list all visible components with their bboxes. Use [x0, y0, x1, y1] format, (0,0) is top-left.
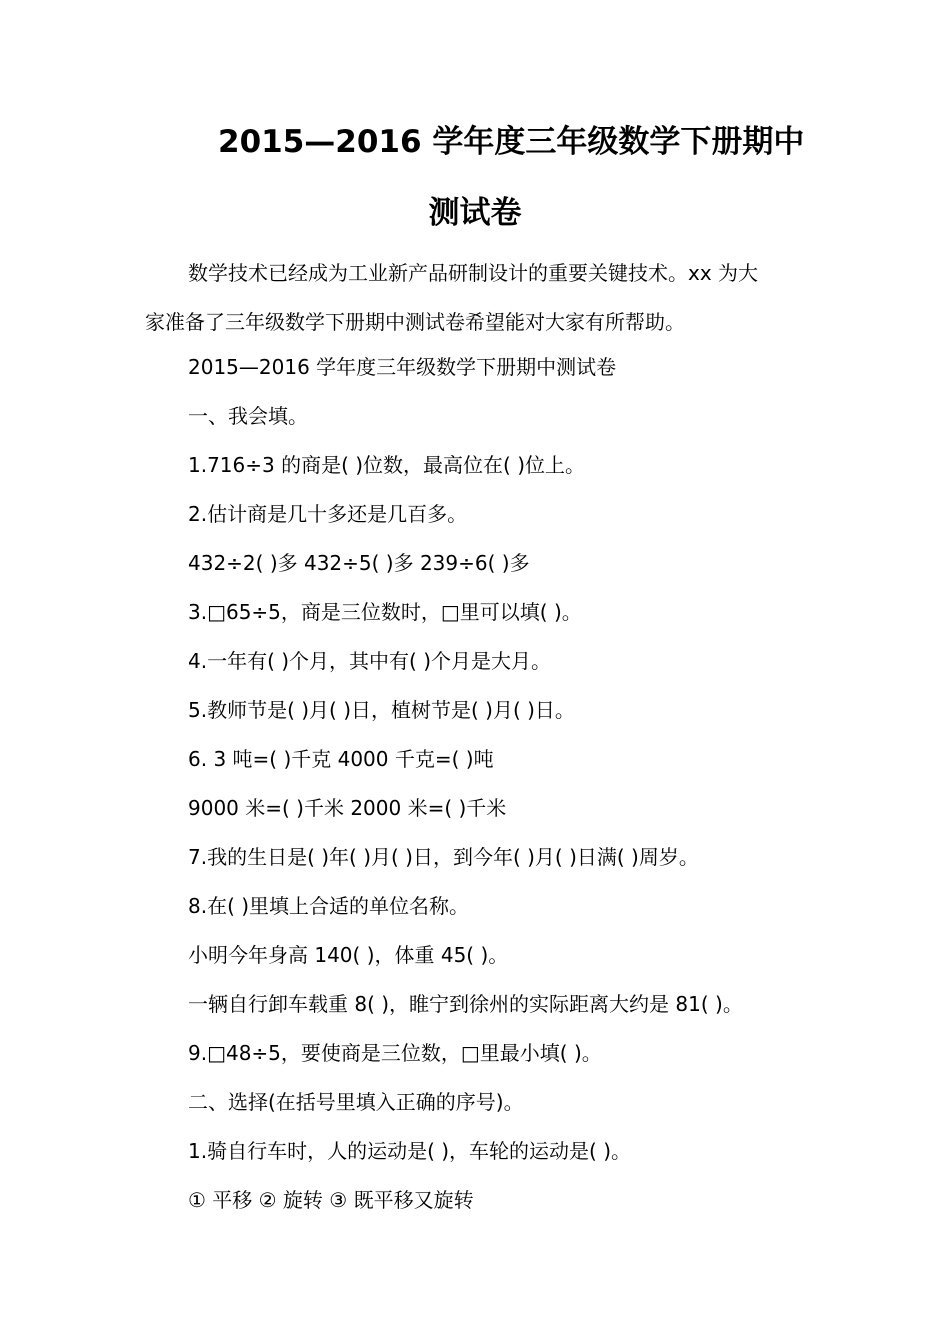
question-line: 5.教师节是( )月( )日，植树节是( )月( )日。	[188, 698, 575, 722]
question-line: 一辆自行卸车载重 8( )，睢宁到徐州的实际距离大约是 81( )。	[188, 992, 743, 1016]
question-line: 1.716÷3 的商是( )位数，最高位在( )位上。	[188, 453, 586, 477]
question-line: 小明今年身高 140( )，体重 45( )。	[188, 943, 509, 967]
section-heading-multiple-choice: 二、选择(在括号里填入正确的序号)。	[188, 1090, 524, 1114]
section-heading-fill-in: 一、我会填。	[188, 404, 308, 428]
section-heading-test-title: 2015—2016 学年度三年级数学下册期中测试卷	[188, 355, 617, 379]
question-line: 432÷2( )多 432÷5( )多 239÷6( )多	[188, 551, 530, 575]
question-line: 2.估计商是几十多还是几百多。	[188, 502, 468, 526]
question-line: 7.我的生日是( )年( )月( )日，到今年( )月( )日满( )周岁。	[188, 845, 699, 869]
answer-options-line: ① 平移 ② 旋转 ③ 既平移又旋转	[188, 1188, 474, 1212]
question-line: 9.□48÷5，要使商是三位数，□里最小填( )。	[188, 1041, 602, 1065]
question-line: 6. 3 吨=( )千克 4000 千克=( )吨	[188, 747, 494, 771]
document-title-line-2: 测试卷	[428, 195, 522, 231]
question-line: 9000 米=( )千米 2000 米=( )千米	[188, 796, 507, 820]
question-line: 8.在( )里填上合适的单位名称。	[188, 894, 470, 918]
question-line: 3.□65÷5，商是三位数时，□里可以填( )。	[188, 600, 582, 624]
intro-paragraph-line-1: 数学技术已经成为工业新产品研制设计的重要关键技术。xx 为大	[188, 261, 759, 285]
question-line: 1.骑自行车时，人的运动是( )，车轮的运动是( )。	[188, 1139, 632, 1163]
document-title-line-1: 2015—2016 学年度三年级数学下册期中	[218, 124, 805, 160]
intro-paragraph-line-2: 家准备了三年级数学下册期中测试卷希望能对大家有所帮助。	[145, 310, 685, 334]
question-line: 4.一年有( )个月，其中有( )个月是大月。	[188, 649, 552, 673]
